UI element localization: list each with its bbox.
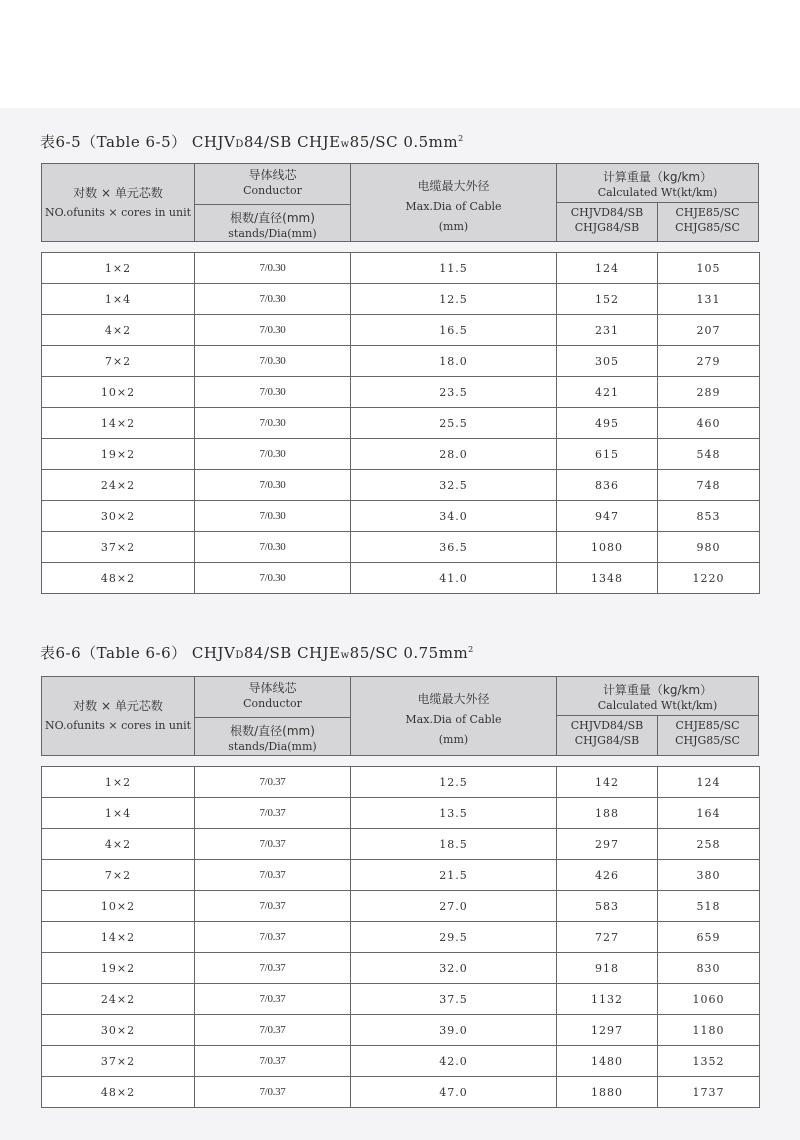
max-dia-cell: 47.0	[351, 1077, 557, 1108]
max-dia-cell: 18.5	[351, 829, 557, 860]
header-max-dia: 电缆最大外径 Max.Dia of Cable (mm)	[351, 677, 557, 755]
weight-cell-sb: 836	[557, 470, 658, 501]
table-6-6-body	[41, 766, 760, 1108]
table-row	[42, 922, 760, 953]
max-dia-cell: 28.0	[351, 439, 557, 470]
weight-cell-sb: 495	[557, 408, 658, 439]
weight-cell-sb: 421	[557, 377, 658, 408]
header-wt-col1: CHJVD84/SB CHJG84/SB	[570, 206, 644, 234]
table-row	[42, 439, 760, 470]
weight-cell-sb: 1297	[557, 1015, 658, 1046]
table-row	[42, 532, 760, 563]
units-cell: 1×2	[42, 767, 195, 798]
weight-cell-sc: 1737	[658, 1077, 760, 1108]
table-row	[42, 829, 760, 860]
max-dia-cell: 18.0	[351, 346, 557, 377]
max-dia-cell: 36.5	[351, 532, 557, 563]
weight-cell-sc: 980	[658, 532, 760, 563]
max-dia-cell: 12.5	[351, 284, 557, 315]
weight-cell-sc: 748	[658, 470, 760, 501]
conductor-cell: 7/0.37	[195, 829, 351, 860]
max-dia-cell: 23.5	[351, 377, 557, 408]
weight-cell-sb: 727	[557, 922, 658, 953]
conductor-cell: 7/0.30	[195, 408, 351, 439]
units-cell: 10×2	[42, 377, 195, 408]
conductor-cell: 7/0.30	[195, 377, 351, 408]
weight-cell-sb: 1080	[557, 532, 658, 563]
table-row	[42, 1046, 760, 1077]
table-row	[42, 860, 760, 891]
conductor-cell: 7/0.30	[195, 315, 351, 346]
table-row	[42, 346, 760, 377]
table-row	[42, 953, 760, 984]
conductor-cell: 7/0.37	[195, 1077, 351, 1108]
table-row	[42, 984, 760, 1015]
weight-cell-sc: 1220	[658, 563, 760, 594]
units-cell: 1×4	[42, 798, 195, 829]
units-cell: 4×2	[42, 829, 195, 860]
weight-cell-sc: 1060	[658, 984, 760, 1015]
max-dia-cell: 11.5	[351, 253, 557, 284]
weight-cell-sc: 164	[658, 798, 760, 829]
max-dia-cell: 34.0	[351, 501, 557, 532]
conductor-cell: 7/0.30	[195, 532, 351, 563]
units-cell: 19×2	[42, 953, 195, 984]
units-cell: 14×2	[42, 922, 195, 953]
table-row	[42, 501, 760, 532]
units-cell: 14×2	[42, 408, 195, 439]
header-conductor: 导体线芯 Conductor 根数/直径(mm) stands/Dia(mm)	[195, 677, 351, 755]
weight-cell-sc: 124	[658, 767, 760, 798]
header-units: 对数 × 单元芯数 NO.ofunits × cores in unit	[42, 164, 195, 241]
weight-cell-sb: 583	[557, 891, 658, 922]
header-conductor: 导体线芯 Conductor 根数/直径(mm) stands/Dia(mm)	[195, 164, 351, 241]
conductor-cell: 7/0.37	[195, 1015, 351, 1046]
units-cell: 37×2	[42, 1046, 195, 1077]
table-row	[42, 253, 760, 284]
weight-cell-sb: 152	[557, 284, 658, 315]
weight-cell-sc: 853	[658, 501, 760, 532]
units-cell: 37×2	[42, 532, 195, 563]
weight-cell-sc: 279	[658, 346, 760, 377]
conductor-cell: 7/0.30	[195, 346, 351, 377]
units-cell: 48×2	[42, 563, 195, 594]
weight-cell-sc: 1180	[658, 1015, 760, 1046]
conductor-cell: 7/0.37	[195, 767, 351, 798]
conductor-cell: 7/0.37	[195, 953, 351, 984]
header-wt-col2: CHJE85/SC CHJG85/SC	[675, 206, 740, 234]
header-calculated-weight: 计算重量（kg/km） Calculated Wt(kt/km) CHJVD84/SB CHJG84/SB CHJE85/SC CHJG85/SC	[557, 677, 758, 755]
max-dia-cell: 37.5	[351, 984, 557, 1015]
table-row	[42, 767, 760, 798]
table-row	[42, 315, 760, 346]
units-cell: 19×2	[42, 439, 195, 470]
weight-cell-sc: 659	[658, 922, 760, 953]
max-dia-cell: 41.0	[351, 563, 557, 594]
units-cell: 1×2	[42, 253, 195, 284]
units-cell: 24×2	[42, 470, 195, 501]
weight-cell-sc: 207	[658, 315, 760, 346]
weight-cell-sb: 947	[557, 501, 658, 532]
table-row	[42, 377, 760, 408]
weight-cell-sc: 830	[658, 953, 760, 984]
table-row	[42, 1077, 760, 1108]
header-wt-col2: CHJE85/SC CHJG85/SC	[675, 719, 740, 747]
header-calculated-weight: 计算重量（kg/km） Calculated Wt(kt/km) CHJVD84/SB CHJG84/SB CHJE85/SC CHJG85/SC	[557, 164, 758, 241]
max-dia-cell: 29.5	[351, 922, 557, 953]
max-dia-cell: 16.5	[351, 315, 557, 346]
conductor-cell: 7/0.30	[195, 563, 351, 594]
header-max-dia: 电缆最大外径 Max.Dia of Cable (mm)	[351, 164, 557, 241]
weight-cell-sb: 1348	[557, 563, 658, 594]
header-units: 对数 × 单元芯数 NO.ofunits × cores in unit	[42, 677, 195, 755]
weight-cell-sb: 615	[557, 439, 658, 470]
weight-cell-sb: 188	[557, 798, 658, 829]
table-6-5-body	[41, 252, 760, 594]
weight-cell-sc: 1352	[658, 1046, 760, 1077]
units-cell: 10×2	[42, 891, 195, 922]
weight-cell-sb: 142	[557, 767, 658, 798]
max-dia-cell: 32.0	[351, 953, 557, 984]
table-6-6-title: 表6-6（Table 6-6） CHJVD84/SB CHJEw85/SC $0.75mm^2$	[40, 644, 474, 662]
units-cell: 30×2	[42, 501, 195, 532]
table-row	[42, 891, 760, 922]
weight-cell-sc: 258	[658, 829, 760, 860]
conductor-cell: 7/0.37	[195, 860, 351, 891]
units-cell: 1×4	[42, 284, 195, 315]
max-dia-cell: 13.5	[351, 798, 557, 829]
weight-cell-sb: 426	[557, 860, 658, 891]
units-cell: 4×2	[42, 315, 195, 346]
max-dia-cell: 12.5	[351, 767, 557, 798]
table-6-5-header	[41, 163, 759, 242]
conductor-cell: 7/0.37	[195, 1046, 351, 1077]
units-cell: 7×2	[42, 346, 195, 377]
table-row	[42, 1015, 760, 1046]
table-row	[42, 408, 760, 439]
conductor-cell: 7/0.30	[195, 284, 351, 315]
table-6-6-header	[41, 676, 759, 756]
weight-cell-sb: 305	[557, 346, 658, 377]
table-row	[42, 470, 760, 501]
units-cell: 24×2	[42, 984, 195, 1015]
weight-cell-sb: 1480	[557, 1046, 658, 1077]
conductor-cell: 7/0.30	[195, 439, 351, 470]
weight-cell-sb: 124	[557, 253, 658, 284]
weight-cell-sc: 380	[658, 860, 760, 891]
units-cell: 30×2	[42, 1015, 195, 1046]
conductor-cell: 7/0.37	[195, 984, 351, 1015]
conductor-cell: 7/0.37	[195, 798, 351, 829]
conductor-cell: 7/0.37	[195, 922, 351, 953]
weight-cell-sb: 1132	[557, 984, 658, 1015]
conductor-cell: 7/0.30	[195, 470, 351, 501]
weight-cell-sb: 231	[557, 315, 658, 346]
header-wt-col1: CHJVD84/SB CHJG84/SB	[570, 719, 644, 747]
units-cell: 48×2	[42, 1077, 195, 1108]
max-dia-cell: 32.5	[351, 470, 557, 501]
weight-cell-sb: 297	[557, 829, 658, 860]
max-dia-cell: 39.0	[351, 1015, 557, 1046]
weight-cell-sc: 518	[658, 891, 760, 922]
units-cell: 7×2	[42, 860, 195, 891]
weight-cell-sc: 548	[658, 439, 760, 470]
weight-cell-sc: 131	[658, 284, 760, 315]
max-dia-cell: 25.5	[351, 408, 557, 439]
conductor-cell: 7/0.30	[195, 501, 351, 532]
table-row	[42, 284, 760, 315]
weight-cell-sc: 289	[658, 377, 760, 408]
weight-cell-sc: 105	[658, 253, 760, 284]
conductor-cell: 7/0.30	[195, 253, 351, 284]
max-dia-cell: 21.5	[351, 860, 557, 891]
weight-cell-sb: 1880	[557, 1077, 658, 1108]
weight-cell-sc: 460	[658, 408, 760, 439]
conductor-cell: 7/0.37	[195, 891, 351, 922]
table-6-5-title: 表6-5（Table 6-5） CHJVD84/SB CHJEw85/SC $0.5mm^2$	[40, 133, 464, 151]
table-row	[42, 563, 760, 594]
table-row	[42, 798, 760, 829]
weight-cell-sb: 918	[557, 953, 658, 984]
max-dia-cell: 27.0	[351, 891, 557, 922]
max-dia-cell: 42.0	[351, 1046, 557, 1077]
